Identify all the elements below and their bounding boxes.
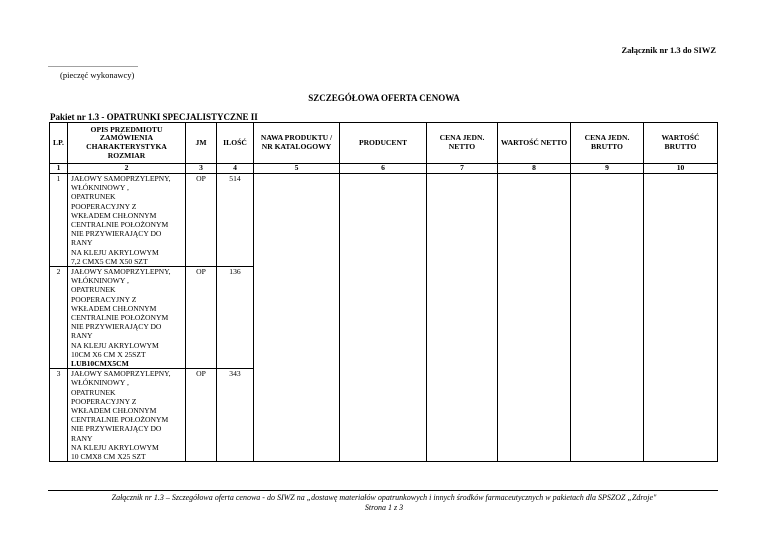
row-quantity: 136 xyxy=(217,267,254,369)
desc-line: POOPERACYJNY Z xyxy=(71,201,137,211)
unit-gross-price-cell[interactable] xyxy=(571,369,644,462)
col-number: 4 xyxy=(217,164,254,174)
offer-table xyxy=(49,122,718,462)
col-number: 10 xyxy=(644,164,718,174)
page-number: Strona 1 z 3 xyxy=(364,503,404,512)
row-lp: 3 xyxy=(50,369,68,462)
col-header-gross-value: WARTOŚĆ BRUTTO xyxy=(644,123,718,164)
net-value-cell[interactable] xyxy=(498,267,571,369)
column-number-row xyxy=(50,164,718,174)
desc-line: OPATRUNEK xyxy=(71,387,116,397)
gross-value-cell[interactable] xyxy=(644,369,718,462)
desc-line: WŁÓKNINOWY , xyxy=(71,378,129,388)
col-header-net-value: WARTOŚĆ NETTO xyxy=(498,123,571,164)
desc-line: NIE PRZYWIERAJĄCY DO xyxy=(71,322,162,332)
desc-line: NA KLEJU AKRYLOWYM xyxy=(71,442,159,452)
unit-gross-price-cell[interactable] xyxy=(571,174,644,267)
desc-line: OPATRUNEK xyxy=(71,192,116,202)
desc-line: JAŁOWY SAMOPRZYLEPNY, xyxy=(71,174,171,183)
row-lp: 2 xyxy=(50,267,68,369)
desc-line: LUB10CMX5CM xyxy=(71,359,129,369)
desc-line: OPATRUNEK xyxy=(71,285,116,295)
unit-net-price-cell[interactable] xyxy=(427,267,498,369)
row-lp: 1 xyxy=(50,174,68,267)
desc-line: NA KLEJU AKRYLOWYM xyxy=(71,340,159,350)
document-title: SZCZEGÓŁOWA OFERTA CENOWA xyxy=(308,93,460,103)
footer-text: Załącznik nr 1.3 – Szczegółowa oferta cenowa - do SIWZ na „dostawę materiałów opatrunkowych i innych środków farmaceutycznych w pakietach dla SPSZOZ „Zdroje" xyxy=(111,493,657,502)
desc-line: CENTRALNIE POŁOŻONYM xyxy=(71,220,169,230)
desc-line: CENTRALNIE POŁOŻONYM xyxy=(71,415,169,425)
net-value-cell[interactable] xyxy=(498,369,571,462)
unit-net-price-cell[interactable] xyxy=(427,174,498,267)
col-number: 7 xyxy=(427,164,498,174)
stamp-caption: (pieczęć wykonawcy) xyxy=(60,70,135,80)
desc-line: RANY xyxy=(71,433,93,443)
row-unit: OP xyxy=(186,174,217,267)
table-row xyxy=(50,267,718,369)
col-number: 2 xyxy=(68,164,186,174)
attachment-label: Załącznik nr 1.3 do SIWZ xyxy=(621,45,716,55)
desc-line: NA KLEJU AKRYLOWYM xyxy=(71,247,159,257)
producer-cell[interactable] xyxy=(340,267,427,369)
product-name-cell[interactable] xyxy=(254,174,340,267)
row-unit: OP xyxy=(186,369,217,462)
producer-cell[interactable] xyxy=(340,174,427,267)
col-number: 1 xyxy=(50,164,68,174)
table-row xyxy=(50,369,718,462)
desc-line: RANY xyxy=(71,238,93,248)
col-number: 9 xyxy=(571,164,644,174)
row-quantity: 343 xyxy=(217,369,254,462)
desc-line: 10CM X6 CM X 25SZT xyxy=(71,349,146,359)
unit-gross-price-cell[interactable] xyxy=(571,267,644,369)
package-title: Pakiet nr 1.3 - OPATRUNKI SPECJALISTYCZNE II xyxy=(50,112,258,122)
col-header-lp: LP. xyxy=(50,123,68,164)
producer-cell[interactable] xyxy=(340,369,427,462)
col-header-unit-gross-price: CENA JEDN. BRUTTO xyxy=(571,123,644,164)
table-row xyxy=(50,174,718,267)
unit-net-price-cell[interactable] xyxy=(427,369,498,462)
col-number: 6 xyxy=(340,164,427,174)
gross-value-cell[interactable] xyxy=(644,174,718,267)
desc-line: WŁÓKNINOWY , xyxy=(71,276,129,286)
desc-line: JAŁOWY SAMOPRZYLEPNY, xyxy=(71,369,171,379)
row-description xyxy=(68,174,186,267)
footer-divider xyxy=(48,490,718,491)
row-quantity: 514 xyxy=(217,174,254,267)
row-description xyxy=(68,267,186,369)
desc-line: RANY xyxy=(71,331,93,341)
desc-line: WŁÓKNINOWY , xyxy=(71,183,129,193)
desc-line: JAŁOWY SAMOPRZYLEPNY, xyxy=(71,267,171,277)
gross-value-cell[interactable] xyxy=(644,267,718,369)
col-number: 8 xyxy=(498,164,571,174)
col-header-product-name: NAWA PRODUKTU / NR KATALOGOWY xyxy=(254,123,340,164)
col-header-description: OPIS PRZEDMIOTU ZAMÓWIENIA CHARAKTERYSTYKA ROZMIAR xyxy=(68,123,186,164)
desc-line: NIE PRZYWIERAJĄCY DO xyxy=(71,229,162,239)
stamp-dotted-line: ............................................. xyxy=(48,60,138,69)
net-value-cell[interactable] xyxy=(498,174,571,267)
col-number: 5 xyxy=(254,164,340,174)
desc-line: WKŁADEM CHŁONNYM xyxy=(71,406,157,416)
col-header-unit: JM xyxy=(186,123,217,164)
col-header-quantity: ILOŚĆ xyxy=(217,123,254,164)
desc-line: CENTRALNIE POŁOŻONYM xyxy=(71,313,169,323)
desc-line: POOPERACYJNY Z xyxy=(71,294,137,304)
col-header-unit-net-price: CENA JEDN. NETTO xyxy=(427,123,498,164)
desc-line: WKŁADEM CHŁONNYM xyxy=(71,303,157,313)
desc-line: 7,2 CMX5 CM X50 SZT xyxy=(71,256,148,266)
col-number: 3 xyxy=(186,164,217,174)
desc-line: POOPERACYJNY Z xyxy=(71,396,137,406)
table-header-row xyxy=(50,123,718,164)
product-name-cell[interactable] xyxy=(254,267,340,369)
row-description xyxy=(68,369,186,462)
row-unit: OP xyxy=(186,267,217,369)
desc-line: NIE PRZYWIERAJĄCY DO xyxy=(71,424,162,434)
col-header-producer: PRODUCENT xyxy=(340,123,427,164)
desc-line: 10 CMX8 CM X25 SZT xyxy=(71,452,146,462)
desc-line: WKŁADEM CHŁONNYM xyxy=(71,210,157,220)
product-name-cell[interactable] xyxy=(254,369,340,462)
